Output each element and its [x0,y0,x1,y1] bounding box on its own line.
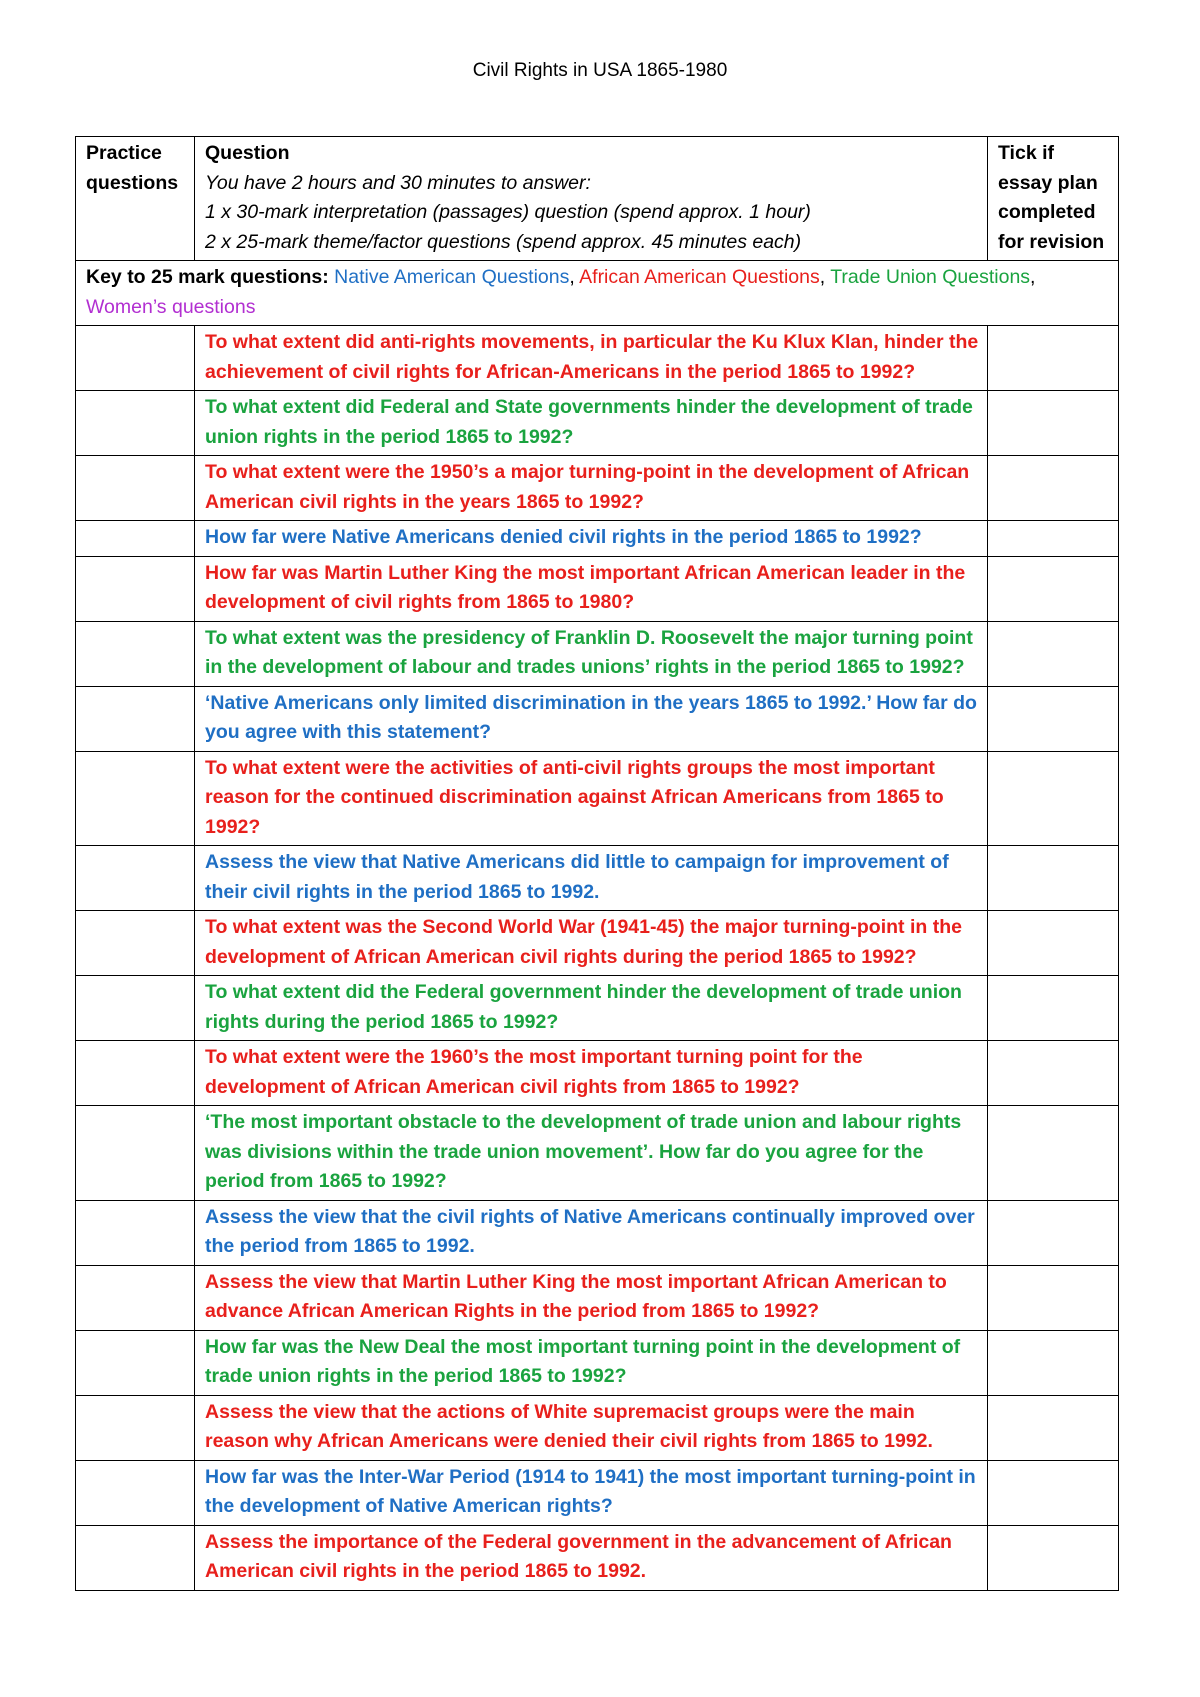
tick-cell[interactable] [988,1460,1119,1525]
tick-cell[interactable] [988,1041,1119,1106]
tick-cell[interactable] [988,751,1119,846]
table-row [76,556,1119,621]
tick-cell[interactable] [988,326,1119,391]
colour-key [76,261,1119,326]
practice-cell [76,1041,195,1106]
practice-cell [76,1265,195,1330]
practice-cell [76,521,195,557]
page-title: Civil Rights in USA 1865-1980 [472,60,728,81]
practice-cell [76,391,195,456]
practice-cell [76,686,195,751]
tick-cell[interactable] [988,846,1119,911]
tick-cell[interactable] [988,1525,1119,1590]
practice-cell [76,1460,195,1525]
instruction-line: 1 x 30-mark interpretation (passages) question (spend approx. 1 hour) [205,201,811,223]
tick-cell[interactable] [988,521,1119,557]
table-row [76,1525,1119,1590]
practice-cell [76,556,195,621]
practice-cell [76,751,195,846]
question-text: To what extent were the 1960’s the most important turning point for the development of African American civil rights from 1865 to 1992? [195,1041,988,1106]
practice-cell [76,326,195,391]
key-row [76,261,1119,326]
question-text: Assess the view that Martin Luther King the most important African American to advance African American Rights in the period from 1865 to 1992? [195,1265,988,1330]
tick-cell[interactable] [988,1265,1119,1330]
table-row [76,1200,1119,1265]
table-row [76,911,1119,976]
practice-cell [76,976,195,1041]
question-text: Assess the view that Native Americans did little to campaign for improvement of their civil rights in the period 1865 to 1992. [195,846,988,911]
header-practice-questions: Practice questions [76,137,195,261]
tick-cell[interactable] [988,686,1119,751]
table-row [76,1041,1119,1106]
question-text: To what extent were the activities of anti-civil rights groups the most important reason for the continued discrimination against African Americans from 1865 to 1992? [195,751,988,846]
table-row [76,621,1119,686]
table-row [76,456,1119,521]
table-row [76,1395,1119,1460]
table-row [76,976,1119,1041]
table-row [76,521,1119,557]
question-text: To what extent did anti-rights movements, in particular the Ku Klux Klan, hinder the achievement of civil rights for African-Americans in the period 1865 to 1992? [195,326,988,391]
key-separator: , [569,266,580,288]
tick-cell[interactable] [988,1106,1119,1201]
table-row [76,1265,1119,1330]
question-text: To what extent was the Second World War (1941-45) the major turning-point in the development of African American civil rights during the period 1865 to 1992? [195,911,988,976]
question-text: Assess the view that the actions of White supremacist groups were the main reason why African Americans were denied their civil rights from 1865 to 1992. [195,1395,988,1460]
tick-cell[interactable] [988,976,1119,1041]
question-text: To what extent did the Federal government hinder the development of trade union rights during the period 1865 to 1992? [195,976,988,1041]
question-text: How far were Native Americans denied civil rights in the period 1865 to 1992? [195,521,988,557]
header-row [76,137,1119,261]
practice-cell [76,1395,195,1460]
header-tick: Tick if essay plan completed for revision [988,137,1119,261]
table-row [76,391,1119,456]
question-text: ‘Native Americans only limited discrimination in the years 1865 to 1992.’ How far do you agree with this statement? [195,686,988,751]
question-text: Assess the view that the civil rights of Native Americans continually improved over the period from 1865 to 1992. [195,1200,988,1265]
practice-cell [76,456,195,521]
header-question [195,137,988,261]
tick-cell[interactable] [988,1200,1119,1265]
key-trade: Trade Union Questions [830,266,1031,288]
key-native: Native American Questions [334,266,570,288]
tick-cell[interactable] [988,911,1119,976]
question-text: How far was Martin Luther King the most important African American leader in the development of civil rights from 1865 to 1980? [195,556,988,621]
tick-cell[interactable] [988,456,1119,521]
tick-cell[interactable] [988,1395,1119,1460]
question-text: How far was the Inter-War Period (1914 to 1941) the most important turning-point in the development of Native American rights? [195,1460,988,1525]
question-text: To what extent was the presidency of Franklin D. Roosevelt the major turning point in the development of labour and trades unions’ rights in the period 1865 to 1992? [195,621,988,686]
questions-table [75,136,1119,1591]
table-row [76,1106,1119,1201]
practice-cell [76,621,195,686]
table-row [76,751,1119,846]
practice-cell [76,1525,195,1590]
question-text: To what extent did Federal and State governments hinder the development of trade union rights in the period 1865 to 1992? [195,391,988,456]
key-separator: , [1030,266,1036,288]
practice-cell [76,911,195,976]
table-row [76,1330,1119,1395]
key-african: African American Questions [579,266,820,288]
table-row [76,846,1119,911]
practice-cell [76,1330,195,1395]
key-women: Women’s questions [86,295,256,318]
header-question-label: Question [205,142,290,164]
key-separator: , [819,266,831,288]
practice-cell [76,1106,195,1201]
tick-cell[interactable] [988,621,1119,686]
tick-cell[interactable] [988,556,1119,621]
table-row [76,1460,1119,1525]
question-text: Assess the importance of the Federal government in the advancement of African American civil rights in the period 1865 to 1992. [195,1525,988,1590]
key-label: Key to 25 mark questions: [86,266,335,288]
instruction-line: You have 2 hours and 30 minutes to answer: [205,171,591,194]
tick-cell[interactable] [988,1330,1119,1395]
question-text: To what extent were the 1950’s a major turning-point in the development of African American civil rights in the years 1865 to 1992? [195,456,988,521]
tick-cell[interactable] [988,391,1119,456]
table-row [76,686,1119,751]
question-text: How far was the New Deal the most important turning point in the development of trade union rights in the period 1865 to 1992? [195,1330,988,1395]
instruction-line: 2 x 25-mark theme/factor questions (spend approx. 45 minutes each) [205,230,802,253]
practice-cell [76,846,195,911]
practice-cell [76,1200,195,1265]
table-row [76,326,1119,391]
question-text: ‘The most important obstacle to the development of trade union and labour rights was divisions within the trade union movement’. How far do you agree for the period from 1865 to 1992? [195,1106,988,1201]
